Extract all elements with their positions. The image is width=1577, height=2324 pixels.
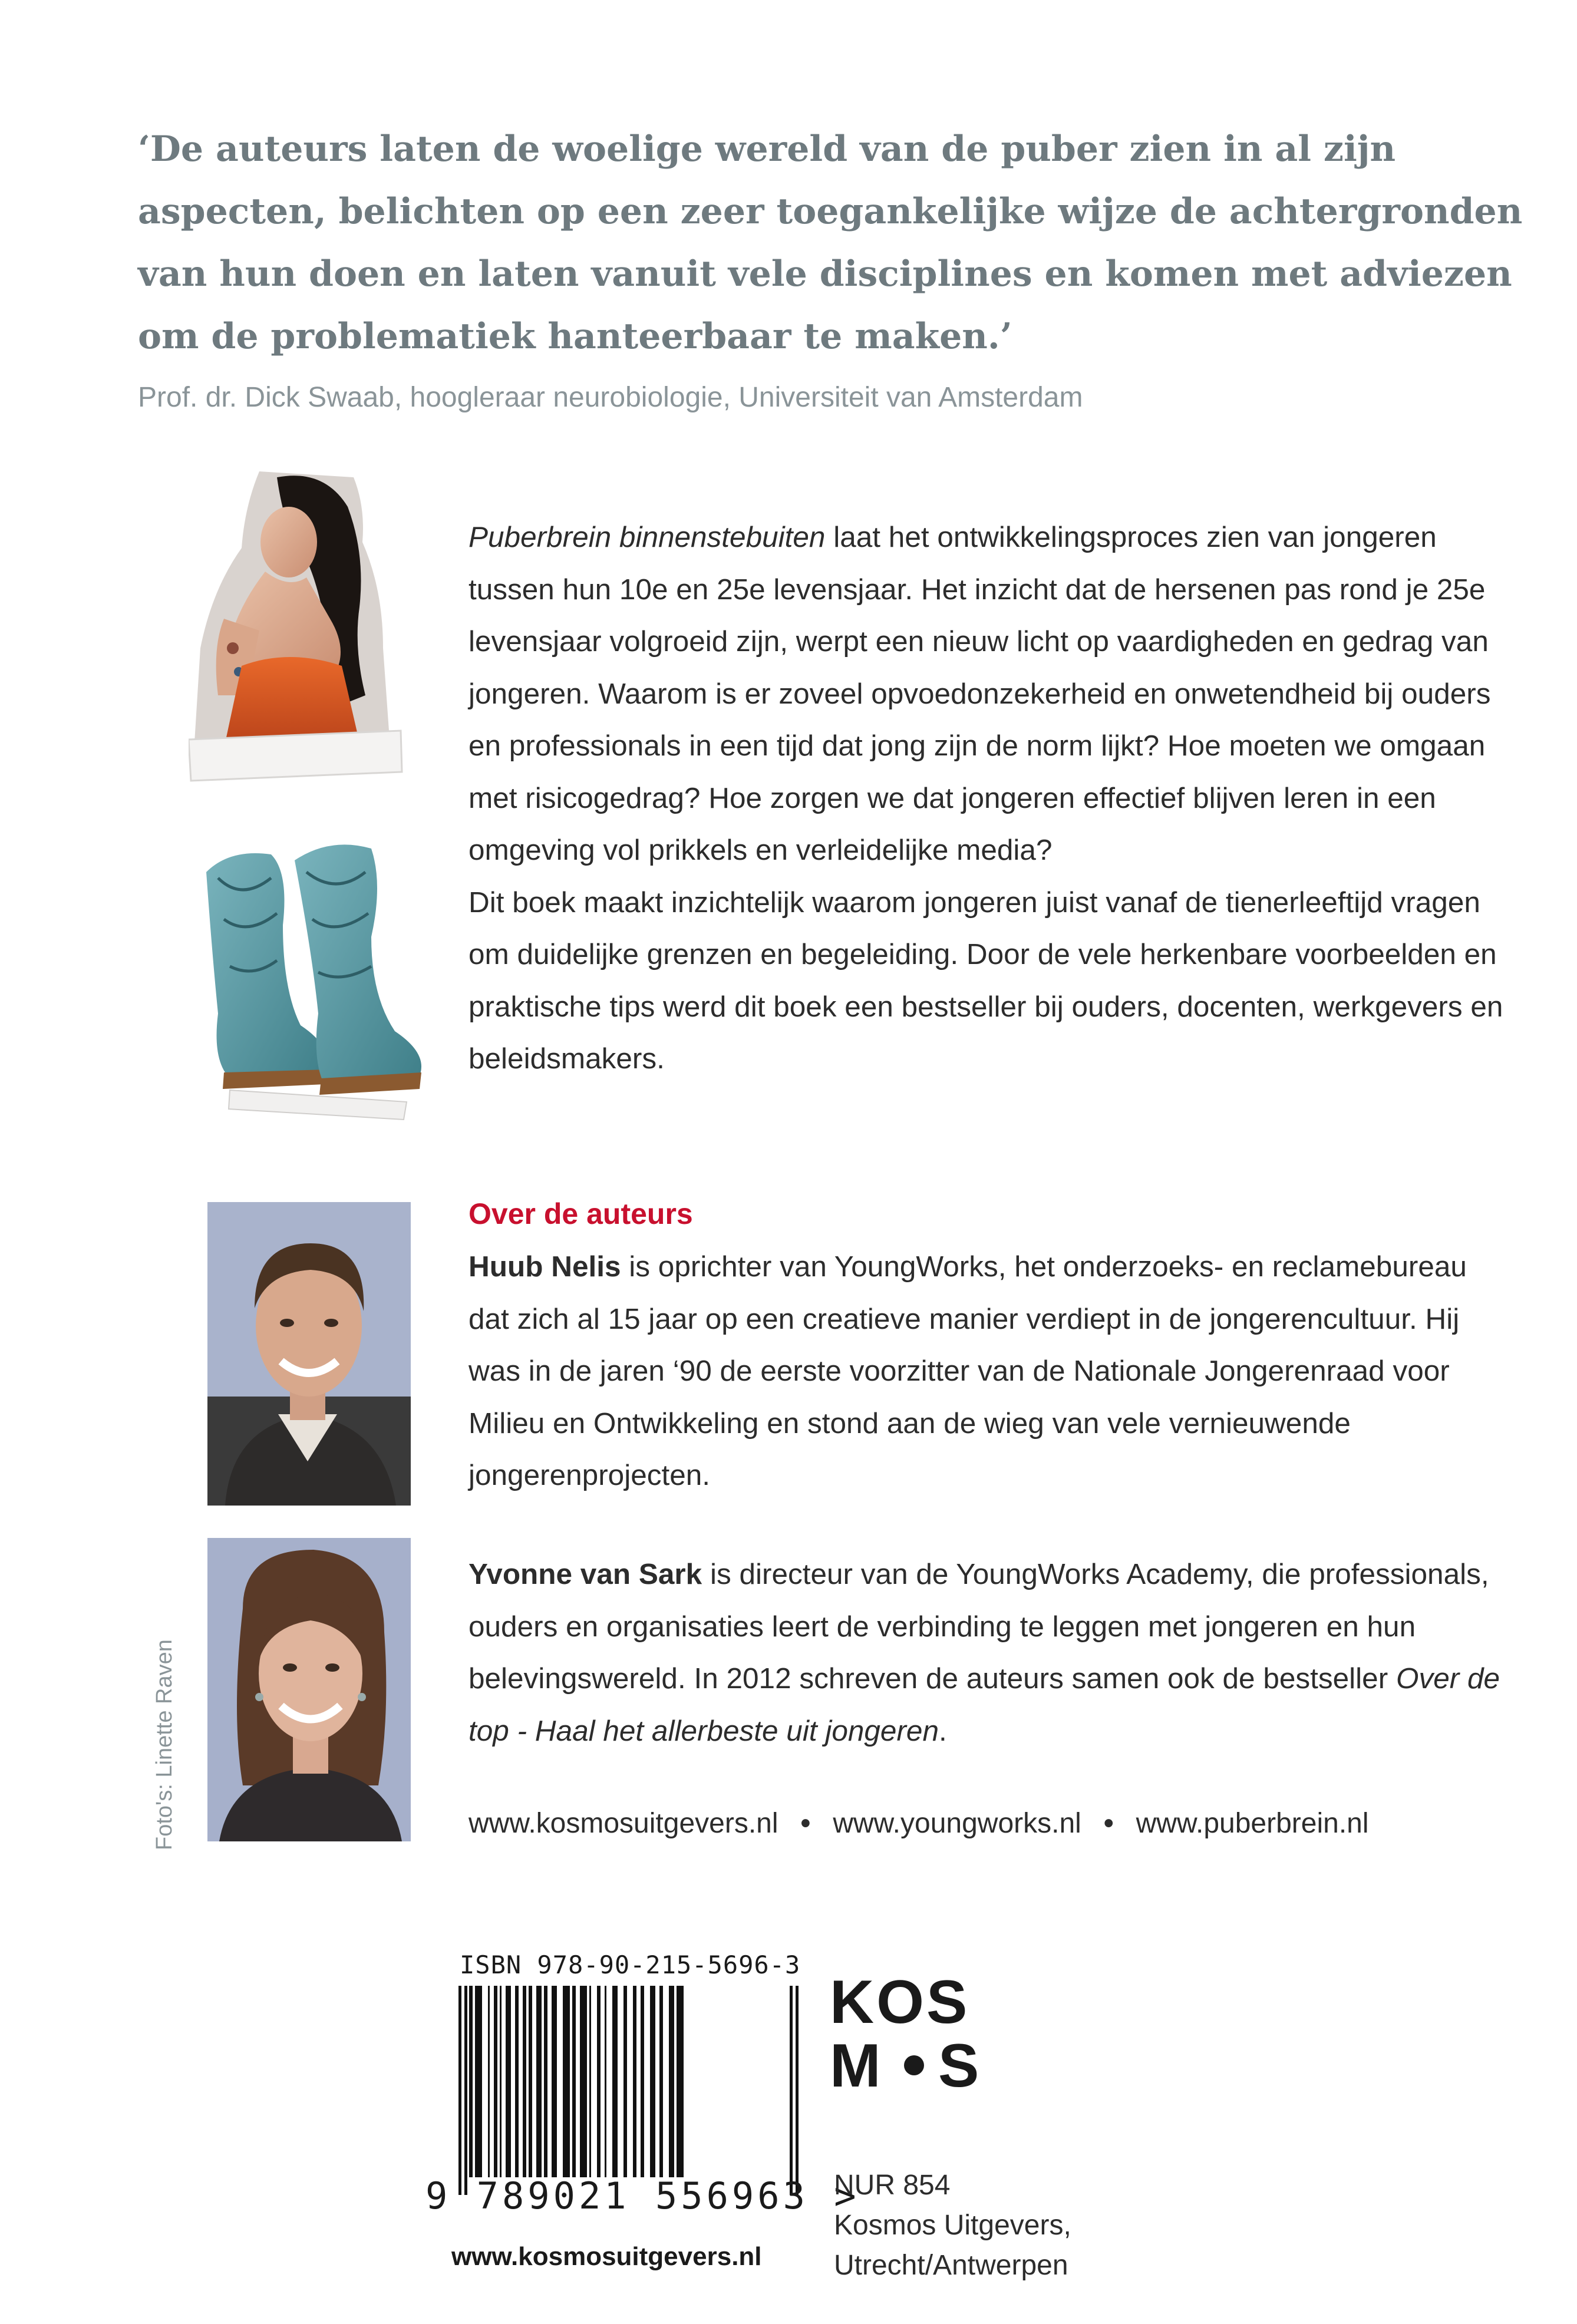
cowboy-boots-image: [194, 837, 442, 1131]
barcode-bar: [650, 1986, 655, 2177]
photo-credit: Foto's: Linette Raven: [152, 1639, 177, 1850]
author-bio-yvonne-end: .: [939, 1714, 947, 1747]
intro-paragraph-1-text: laat het ontwikkelingsproces zien van jongeren tussen hun 10e en 25e levensjaar. Het inzicht dat de hersenen pas rond je 25e levensjaar volgroeid zijn, werpt een nieuw licht op vaardigheden en gedrag van jongeren. Waarom is er zoveel opvoedonzekerheid en onwetendheid bij ouders en professionals in een tijd dat jong zijn de norm lijkt? Hoe moeten we omgaan met risicogedrag? Hoe zorgen we dat jongeren effectief blijven leren in een omgeving vol prikkels en verleidelijke media?: [469, 521, 1491, 866]
barcode-bar: [659, 1986, 663, 2177]
barcode-bar: [597, 1986, 601, 2177]
barcode-bar: [515, 1986, 519, 2177]
author-bio-huub-body: is oprichter van YoungWorks, het onderzoeks- en reclamebureau dat zich al 15 jaar op een creatieve manier verdiept in de jongerencultuur. Hij was in de jaren ‘90 de eerste voorzitter van de Nationale Jongerenraad voor Milieu en Ontwikkeling en stond aan de wieg van vele vernieuwende jongerenprojecten.: [469, 1250, 1467, 1491]
barcode-bar: [641, 1986, 644, 2177]
author-bio-huub-text: [469, 1241, 1506, 1502]
logo-dot: [904, 2055, 924, 2075]
bullet-separator: •: [1103, 1808, 1114, 1839]
barcode-bar: [544, 1986, 547, 2177]
author-bio-yvonne-body: is directeur van de YoungWorks Academy, die professionals, ouders en organisaties leert de verbinding te leggen met jongeren en hun belevingswereld. In 2012 schreven de auteurs samen ook de bestseller: [469, 1558, 1489, 1695]
barcode-bar: [589, 1986, 591, 2177]
book-title: Puberbrein binnenstebuiten: [469, 521, 826, 553]
website-kosmos[interactable]: www.kosmosuitgevers.nl: [469, 1808, 778, 1839]
barcode-bar: [572, 1986, 576, 2177]
barcode-bar: [506, 1986, 511, 2177]
author-bio-yvonne-book: Over de top - Haal het allerbeste uit jongeren: [469, 1662, 1500, 1747]
bullet-separator: •: [800, 1808, 811, 1839]
barcode-bar: [633, 1986, 636, 2177]
huub-nelis-photo: [207, 1202, 411, 1506]
logo-line-1: KOS: [830, 1971, 970, 2036]
barcode-bar: [500, 1986, 502, 2177]
barcode-bar: [475, 1986, 482, 2177]
barcode-bar: [677, 1986, 684, 2177]
authors-heading: Over de auteurs: [469, 1197, 693, 1230]
barcode-bar: [612, 1986, 618, 2177]
barcode-graphic: [454, 1986, 801, 2198]
isbn-label: ISBN 978-90-215-5696-3: [460, 1950, 801, 1979]
author-bio-huub: [469, 1241, 1506, 1502]
barcode-bar: [669, 1986, 674, 2177]
barcode-bar: [563, 1986, 570, 2177]
author-name-huub: Huub Nelis: [469, 1250, 621, 1283]
quote-attribution: Prof. dr. Dick Swaab, hoogleraar neurobiologie, Universiteit van Amsterdam: [138, 382, 1083, 413]
author-bio-yvonne-text: [469, 1549, 1506, 1757]
website-youngworks[interactable]: www.youngworks.nl: [833, 1808, 1081, 1839]
intro-text: [469, 511, 1506, 1085]
barcode-bar: [536, 1986, 542, 2177]
publisher-info: [834, 2165, 1071, 2286]
barcode-guard-bar: [458, 1986, 461, 2195]
barcode-bar: [552, 1986, 557, 2177]
website-puberbrein[interactable]: www.puberbrein.nl: [1136, 1808, 1369, 1839]
intro-paragraph-2: Dit boek maakt inzichtelijk waarom jongeren juist vanaf de tienerleeftijd vragen om duidelijke grenzen en begeleiding. Door de vele herkenbare voorbeelden en praktische tips werd dit boek een bestseller bij ouders, docenten, werkgevers en beleidsmakers.: [469, 886, 1503, 1075]
singer-cutout-image: [189, 471, 413, 801]
barcode-bar: [469, 1986, 473, 2177]
kosmos-logo: [830, 1971, 989, 2089]
website-links: [469, 1803, 1369, 1844]
barcode-bar: [605, 1986, 606, 2177]
barcode-bar: [523, 1986, 526, 2177]
yvonne-van-sark-photo: [207, 1538, 411, 1841]
nur-code: NUR 854: [834, 2170, 951, 2201]
barcode-bar: [580, 1986, 587, 2177]
barcode-bar: [488, 1986, 490, 2177]
barcode-guard-bar: [796, 1986, 799, 2195]
barcode-guard-bar: [464, 1986, 467, 2195]
author-name-yvonne: Yvonne van Sark: [469, 1558, 702, 1590]
barcode-digits: 9 789021 556963 >: [425, 2174, 860, 2217]
barcode-bar: [623, 1986, 627, 2177]
back-cover-quote: ‘De auteurs laten de woelige wereld van de puber zien in al zijn aspecten, belichten op een zeer toegankelijke wijze de achtergronden van hun doen en laten vanuit vele disciplines en komen met adviezen om de problematiek hanteerbaar te maken.’: [138, 128, 1523, 357]
logo-line-2-left: M: [830, 2032, 881, 2089]
publisher-city: Utrecht/Antwerpen: [834, 2250, 1068, 2281]
barcode-url: www.kosmosuitgevers.nl: [451, 2242, 762, 2271]
barcode-guard-bar: [790, 1986, 793, 2195]
logo-line-2-right: S: [938, 2032, 979, 2089]
barcode-bar: [494, 1986, 497, 2177]
author-bio-yvonne: [469, 1549, 1506, 1757]
barcode-bar: [529, 1986, 532, 2177]
publisher-name: Kosmos Uitgevers,: [834, 2210, 1071, 2241]
intro-paragraph-1: [469, 511, 1506, 877]
